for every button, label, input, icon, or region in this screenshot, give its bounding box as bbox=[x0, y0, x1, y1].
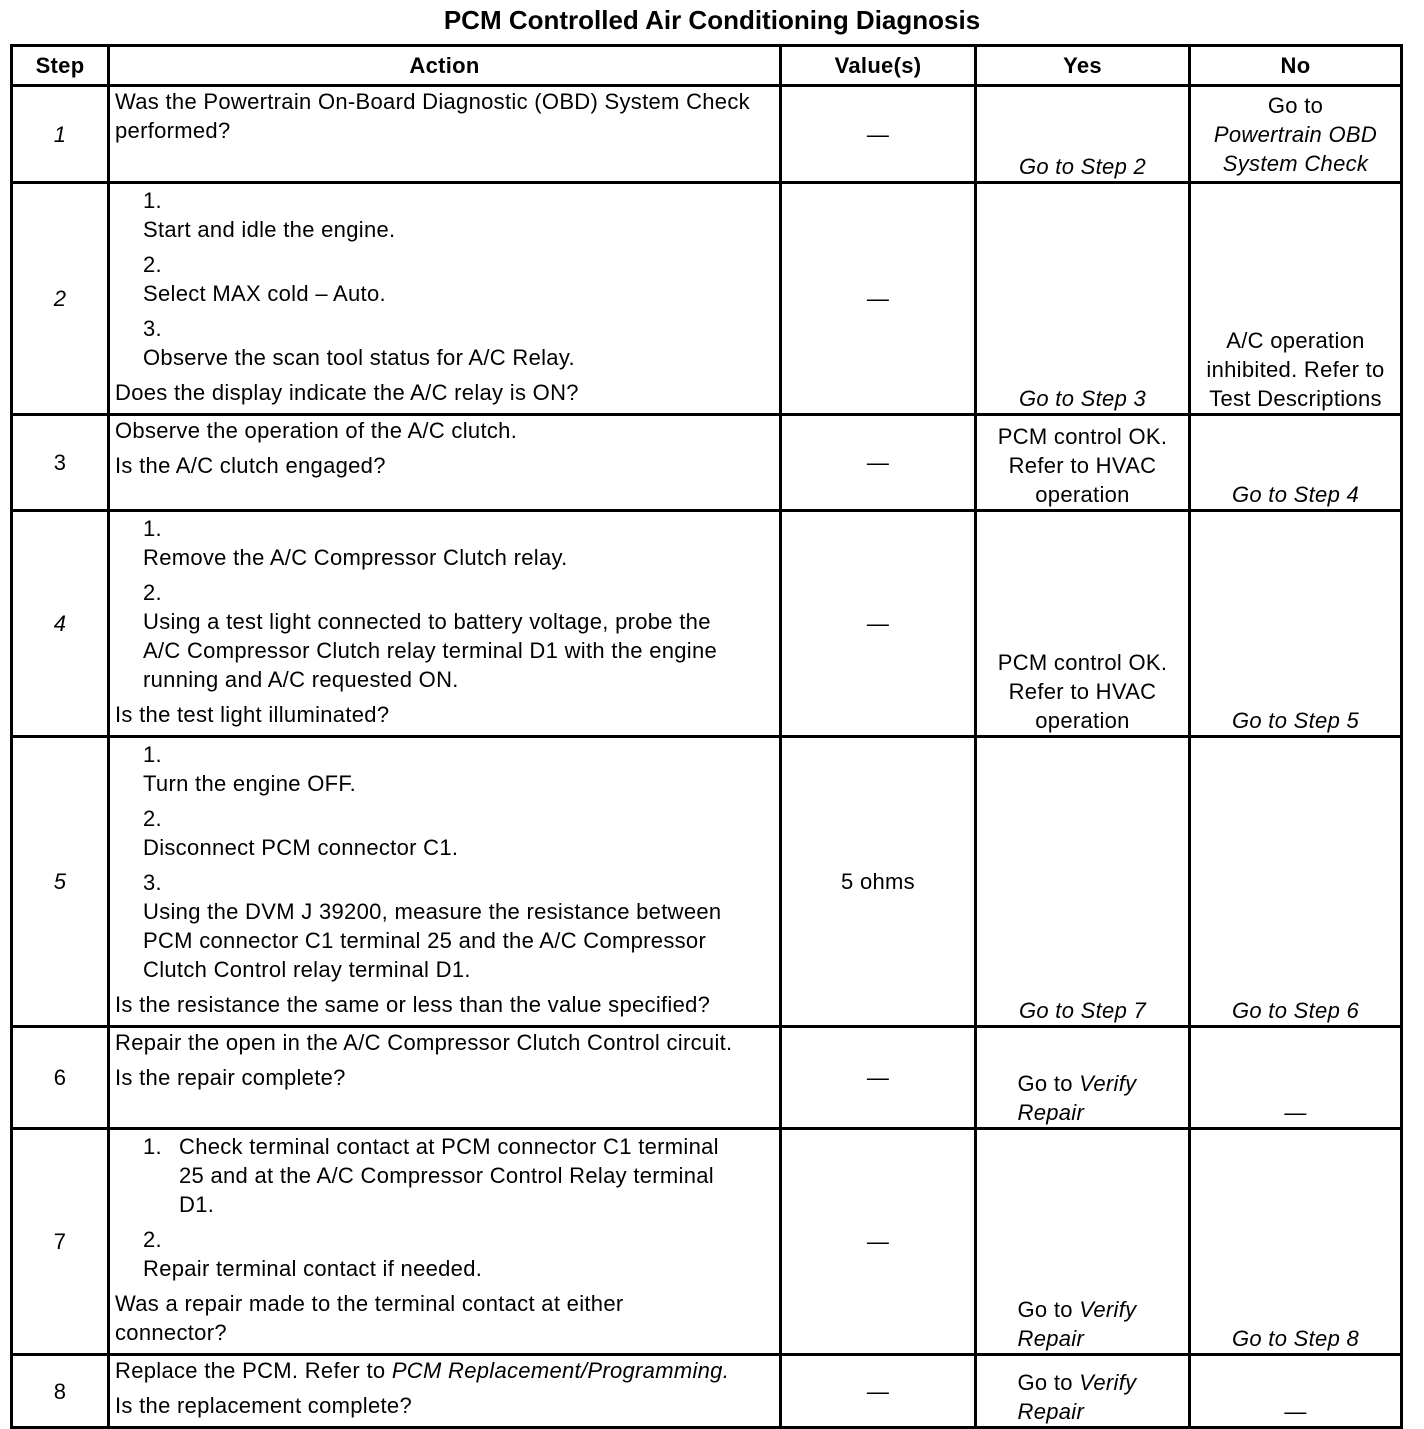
action-text bbox=[115, 1356, 774, 1385]
verify-repair-link[interactable]: Verify Repair bbox=[1017, 1297, 1137, 1351]
list-item: 1. Check terminal contact at PCM connector C1 terminal 25 and at the A/C Compressor Control Relay terminal D1. bbox=[143, 1134, 719, 1217]
yes-cell: PCM control OK. Refer to HVAC operation bbox=[976, 511, 1190, 737]
header-step: Step bbox=[12, 46, 109, 86]
pcm-replacement-link[interactable]: PCM Replacement/Programming. bbox=[391, 1358, 730, 1383]
yes-cell: Go to Step 2 bbox=[976, 86, 1190, 183]
step-number: 5 bbox=[12, 737, 109, 1027]
yes-cell bbox=[976, 1027, 1190, 1129]
value-cell: — bbox=[781, 183, 976, 415]
value-cell: — bbox=[781, 86, 976, 183]
step-number: 7 bbox=[12, 1129, 109, 1355]
no-cell: — bbox=[1190, 1027, 1402, 1129]
no-cell: Go to Step 5 bbox=[1190, 511, 1402, 737]
step-number: 3 bbox=[12, 415, 109, 511]
question-text: Was a repair made to the terminal contact at either connector? bbox=[115, 1291, 624, 1345]
value-cell: — bbox=[781, 415, 976, 511]
no-cell: A/C operation inhibited. Refer to Test Descriptions bbox=[1190, 183, 1402, 415]
yes-cell bbox=[976, 1129, 1190, 1355]
value-cell: — bbox=[781, 1027, 976, 1129]
value-cell: — bbox=[781, 511, 976, 737]
table-row bbox=[12, 415, 1402, 511]
no-cell: Go to Step 6 bbox=[1190, 737, 1402, 1027]
question-text: Is the repair complete? bbox=[115, 1065, 346, 1090]
list-item: 1.Start and idle the engine. bbox=[143, 188, 396, 242]
no-text: Go to bbox=[1267, 92, 1324, 118]
yes-cell: Go to Step 7 bbox=[976, 737, 1190, 1027]
header-yes: Yes bbox=[976, 46, 1190, 86]
yes-cell: Go to Step 3 bbox=[976, 183, 1190, 415]
list-item: 3.Observe the scan tool status for A/C Relay. bbox=[143, 316, 575, 370]
question-text: Is the A/C clutch engaged? bbox=[115, 453, 386, 478]
action-cell bbox=[109, 183, 781, 415]
list-item: 2.Disconnect PCM connector C1. bbox=[143, 806, 459, 860]
step-number: 2 bbox=[12, 183, 109, 415]
list-item: 2.Select MAX cold – Auto. bbox=[143, 252, 386, 306]
diagnosis-table bbox=[10, 44, 1403, 1429]
list-item: 3.Using the DVM J 39200, measure the resistance between PCM connector C1 terminal 25 and the A/C Compressor Clutch Control relay terminal D1. bbox=[143, 870, 722, 982]
value-cell: — bbox=[781, 1355, 976, 1428]
action-cell bbox=[109, 86, 781, 183]
no-cell: — bbox=[1190, 1355, 1402, 1428]
verify-repair-link[interactable]: Verify Repair bbox=[1017, 1370, 1137, 1424]
step-number: 4 bbox=[12, 511, 109, 737]
header-value: Value(s) bbox=[781, 46, 976, 86]
action-text: Was the Powertrain On-Board Diagnostic (OBD) System Check performed? bbox=[115, 89, 750, 143]
yes-prefix: Go to bbox=[1017, 1370, 1073, 1395]
header-row bbox=[12, 46, 1402, 86]
question-text: Is the test light illuminated? bbox=[115, 702, 390, 727]
table-row bbox=[12, 1355, 1402, 1428]
no-link[interactable]: Powertrain OBD bbox=[1213, 121, 1378, 147]
action-cell bbox=[109, 1355, 781, 1428]
yes-prefix: Go to bbox=[1017, 1297, 1073, 1322]
table-row bbox=[12, 737, 1402, 1027]
table-row bbox=[12, 183, 1402, 415]
question-text: Is the resistance the same or less than the value specified? bbox=[115, 992, 711, 1017]
table-row bbox=[12, 86, 1402, 183]
step-number: 8 bbox=[12, 1355, 109, 1428]
list-item: 1.Remove the A/C Compressor Clutch relay. bbox=[143, 516, 568, 570]
question-text: Does the display indicate the A/C relay is ON? bbox=[115, 380, 579, 405]
no-cell: Go to Step 8 bbox=[1190, 1129, 1402, 1355]
table-row bbox=[12, 1027, 1402, 1129]
no-link[interactable]: System Check bbox=[1222, 150, 1369, 176]
action-cell bbox=[109, 1027, 781, 1129]
action-cell bbox=[109, 737, 781, 1027]
no-cell: Go to Step 4 bbox=[1190, 415, 1402, 511]
list-item: 2.Repair terminal contact if needed. bbox=[143, 1227, 483, 1281]
yes-prefix: Go to bbox=[1017, 1071, 1073, 1096]
yes-cell: PCM control OK. Refer to HVAC operation bbox=[976, 415, 1190, 511]
yes-cell bbox=[976, 1355, 1190, 1428]
step-number: 6 bbox=[12, 1027, 109, 1129]
action-prefix: Replace the PCM. Refer to bbox=[115, 1358, 386, 1383]
table-row bbox=[12, 1129, 1402, 1355]
list-item: 2.Using a test light connected to battery voltage, probe the A/C Compressor Clutch relay terminal D1 with the engine running and A/C requested ON. bbox=[143, 580, 718, 692]
table-row bbox=[12, 511, 1402, 737]
action-cell bbox=[109, 511, 781, 737]
page-title: PCM Controlled Air Conditioning Diagnosis bbox=[443, 5, 981, 35]
header-no: No bbox=[1190, 46, 1402, 86]
no-cell bbox=[1190, 86, 1402, 183]
action-text: Repair the open in the A/C Compressor Clutch Control circuit. bbox=[115, 1030, 733, 1055]
list-item: 1.Turn the engine OFF. bbox=[143, 742, 357, 796]
step-number: 1 bbox=[12, 86, 109, 183]
value-cell: — bbox=[781, 1129, 976, 1355]
action-text: Observe the operation of the A/C clutch. bbox=[115, 418, 518, 443]
action-cell bbox=[109, 415, 781, 511]
question-text: Is the replacement complete? bbox=[115, 1393, 412, 1418]
verify-repair-link[interactable]: Verify Repair bbox=[1017, 1071, 1137, 1125]
value-cell: 5 ohms bbox=[781, 737, 976, 1027]
action-cell bbox=[109, 1129, 781, 1355]
header-action: Action bbox=[109, 46, 781, 86]
